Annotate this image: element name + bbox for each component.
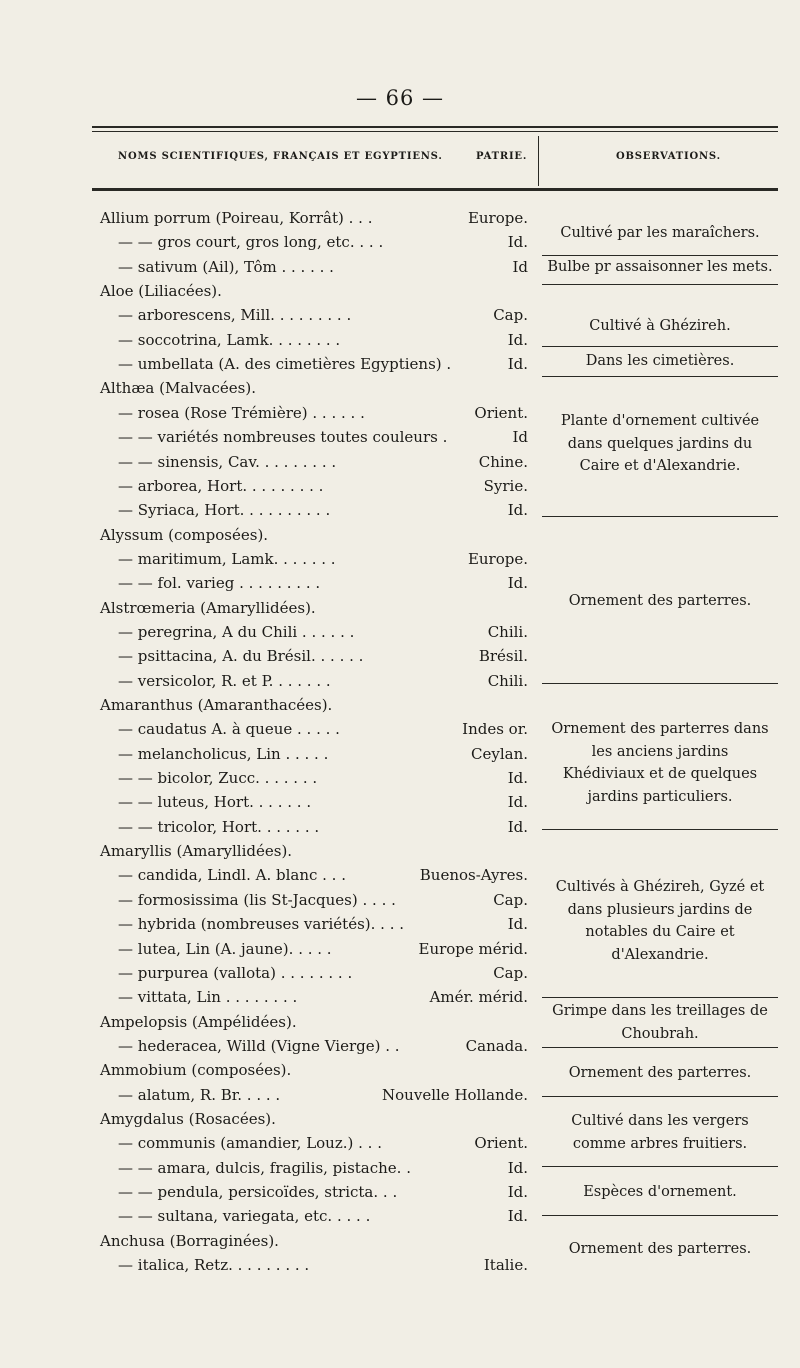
entry-name: — hybrida (nombreuses variétés). . . . [118, 915, 404, 934]
entry-name: — — fol. varieg . . . . . . . . . [118, 574, 321, 593]
table-row [100, 766, 530, 790]
entry-patrie: Syrie. [483, 476, 528, 495]
entry-patrie: Europe. [467, 209, 528, 227]
table-row [100, 352, 530, 376]
header-top-rule-thin [92, 131, 778, 132]
entry-patrie: Cap. [493, 890, 528, 909]
table-row [100, 230, 530, 254]
table-row [100, 815, 530, 839]
entry-name: — peregrina, A du Chili . . . . . . [118, 622, 355, 641]
obs-rule [542, 346, 778, 347]
entry-name: — — gros court, gros long, etc. . . . [118, 233, 384, 252]
table-row [100, 912, 530, 936]
table-row [100, 863, 530, 887]
entry-patrie: Canada. [465, 1036, 528, 1055]
entry-name: — arborea, Hort. . . . . . . . . [118, 476, 324, 495]
obs-rule [542, 1166, 778, 1167]
entry-name: — — sinensis, Cav. . . . . . . . . [118, 452, 337, 471]
entry-patrie: Id. [507, 330, 528, 349]
observation: Grimpe dans les treillages de Choubrah. [552, 1003, 768, 1042]
entry-patrie: Nouvelle Hollande. [382, 1085, 528, 1104]
entry-name: — hederacea, Willd (Vigne Vierge) . . [118, 1036, 400, 1055]
entry-name: — arborescens, Mill. . . . . . . . . [118, 306, 352, 325]
entry-patrie: Id. [507, 769, 528, 788]
header-top-rule [92, 126, 778, 128]
entry-patrie: Chili. [487, 622, 528, 641]
entry-name: — purpurea (vallota) . . . . . . . . [118, 963, 353, 982]
entry-name: — umbellata (A. des cimetières Egyptiens) . [118, 355, 452, 374]
observation: Cultivé à Ghézireh. [589, 318, 731, 334]
entry-name: Anchusa (Borraginées). [100, 1231, 279, 1250]
obs-rule [542, 516, 778, 517]
entry-patrie: Amér. mérid. [429, 988, 528, 1007]
table-row [100, 1107, 530, 1131]
table-row [100, 937, 530, 961]
observation: Cultivé dans les vergers comme arbres fruitiers. [571, 1113, 749, 1152]
table-row [100, 425, 530, 449]
table-row [100, 839, 530, 863]
entry-name: — — pendula, persicoïdes, stricta. . . [118, 1183, 398, 1201]
entry-patrie: Brésil. [478, 647, 528, 666]
entry-name: — — luteus, Hort. . . . . . . [118, 793, 312, 812]
table-row [100, 888, 530, 912]
entry-patrie: Europe. [467, 549, 528, 568]
entry-name: — Syriaca, Hort. . . . . . . . . . [118, 501, 331, 520]
observation: Ornement des parterres dans les anciens jardins Khédiviaux et de quelques jardins particuliers. [551, 721, 769, 805]
entry-name: Ampelopsis (Ampélidées). [100, 1012, 297, 1031]
table-row [100, 1083, 530, 1107]
table-row [100, 1034, 530, 1058]
entry-patrie: Ceylan. [471, 744, 528, 763]
entry-name: Allium porrum (Poireau, Korrât) . . . [100, 209, 373, 227]
entry-name: Althæa (Malvacées). [100, 379, 256, 398]
obs-rule [542, 1215, 778, 1216]
observation: Cultivé par les maraîchers. [560, 225, 760, 241]
header-column-divider [538, 136, 539, 186]
observation: Cultivés à Ghézireh, Gyzé et dans plusieurs jardins de notables du Caire et d'Alexandrie. [555, 879, 765, 963]
entry-name: Amaryllis (Amaryllidées). [100, 842, 293, 861]
entry-patrie: Id. [507, 1183, 528, 1201]
table-row [100, 279, 530, 303]
entry-name: — rosea (Rose Trémière) . . . . . . [118, 403, 365, 422]
table-row [100, 1229, 530, 1253]
entry-name: Amygdalus (Rosacées). [100, 1109, 276, 1128]
entry-name: — — sultana, variegata, etc. . . . . [118, 1207, 371, 1226]
table-row [100, 523, 530, 547]
entry-patrie: Id [512, 257, 528, 276]
table-row [100, 693, 530, 717]
entry-patrie: Id. [507, 501, 528, 520]
entry-name: — soccotrina, Lamk. . . . . . . . [118, 330, 341, 349]
table-row [100, 1058, 530, 1082]
header-names: NOMS SCIENTIFIQUES, FRANÇAIS ET EGYPTIENS. [118, 151, 443, 162]
entry-name: — candida, Lindl. A. blanc . . . [118, 866, 346, 885]
table-row [100, 498, 530, 522]
entry-name: — — amara, dulcis, fragilis, pistache. . [118, 1158, 411, 1177]
obs-rule [542, 829, 778, 830]
entry-patrie: Cap. [493, 963, 528, 982]
entry-name: — caudatus A. à queue . . . . . [118, 720, 340, 739]
observation: Ornement des parterres. [568, 593, 752, 609]
header-patrie: PATRIE. [476, 151, 528, 162]
entry-patrie: Id. [507, 233, 528, 252]
observation: Ornement des parterres. [568, 1241, 752, 1257]
entry-name: — — tricolor, Hort. . . . . . . [118, 817, 320, 836]
entry-name: Aloe (Liliacées). [100, 282, 222, 301]
entry-patrie: Id. [507, 793, 528, 812]
table-row [100, 206, 530, 230]
entry-patrie: Orient. [474, 1134, 528, 1153]
observation: Bulbe pr assaisonner les mets. [547, 259, 773, 275]
entry-patrie: Buenos-Ayres. [419, 866, 528, 885]
table-row [100, 742, 530, 766]
table-row [100, 1131, 530, 1155]
entry-patrie: Id. [507, 915, 528, 934]
table-row [100, 961, 530, 985]
entry-name: — psittacina, A. du Brésil. . . . . . [118, 647, 364, 666]
entry-name: Amaranthus (Amaranthacées). [100, 696, 333, 714]
entry-patrie: Europe mérid. [418, 939, 528, 958]
table-row [100, 1180, 530, 1204]
table-row [100, 474, 530, 498]
header-bottom-rule [92, 188, 778, 191]
entry-name: — sativum (Ail), Tôm . . . . . . [118, 257, 334, 276]
entry-name: Ammobium (composées). [100, 1061, 292, 1080]
entry-name: Alyssum (composées). [100, 525, 269, 544]
table-row [100, 596, 530, 620]
table-row [100, 571, 530, 595]
entry-patrie: Id. [507, 355, 528, 374]
table-row [100, 1204, 530, 1228]
entry-patrie: Id [512, 428, 528, 447]
entry-patrie: Id. [507, 1207, 528, 1226]
obs-rule [542, 376, 778, 377]
header-observations: OBSERVATIONS. [616, 151, 721, 162]
table-row [100, 1010, 530, 1034]
table-row [100, 1253, 530, 1277]
entry-name: — italica, Retz. . . . . . . . . [118, 1256, 310, 1275]
entry-name: — formosissima (lis St-Jacques) . . . . [118, 890, 396, 909]
entry-name: — melancholicus, Lin . . . . . [118, 744, 329, 763]
obs-rule [542, 683, 778, 684]
entry-name: — vittata, Lin . . . . . . . . [118, 988, 298, 1007]
table-row [100, 376, 530, 400]
entry-name: — — variétés nombreuses toutes couleurs . [118, 428, 448, 447]
table-row [100, 255, 530, 279]
obs-rule [542, 997, 778, 998]
entry-name: — maritimum, Lamk. . . . . . . [118, 549, 336, 568]
entry-patrie: Id. [507, 574, 528, 593]
entry-name: — — bicolor, Zucc. . . . . . . [118, 769, 318, 788]
entry-patrie: Cap. [493, 306, 528, 325]
table-row [100, 328, 530, 352]
obs-rule [542, 1096, 778, 1097]
entry-patrie: Orient. [474, 403, 528, 422]
table-row [100, 620, 530, 644]
entry-name: — communis (amandier, Louz.) . . . [118, 1134, 382, 1153]
table-row [100, 450, 530, 474]
table-row [100, 790, 530, 814]
entry-patrie: Id. [507, 1158, 528, 1177]
observation: Plante d'ornement cultivée dans quelques jardins du Caire et d'Alexandrie. [560, 413, 760, 474]
entry-name: — lutea, Lin (A. jaune). . . . . [118, 939, 332, 958]
table-row [100, 1156, 530, 1180]
entry-patrie: Chili. [487, 671, 528, 690]
entry-patrie: Id. [507, 817, 528, 836]
entry-patrie: Indes or. [462, 720, 528, 739]
entry-patrie: Chine. [478, 452, 528, 471]
entry-name: — versicolor, R. et P. . . . . . . [118, 671, 331, 690]
entry-name: Alstrœmeria (Amaryllidées). [100, 598, 316, 617]
obs-rule [542, 284, 778, 285]
table-row [100, 985, 530, 1009]
page-number: — 66 — [355, 86, 445, 110]
observation: Espèces d'ornement. [583, 1184, 737, 1200]
table-row [100, 669, 530, 693]
table-row [100, 401, 530, 425]
entry-patrie: Italie. [483, 1256, 528, 1275]
table-row [100, 717, 530, 741]
observation: Dans les cimetières. [585, 353, 735, 369]
table-row [100, 303, 530, 327]
entry-name: — alatum, R. Br. . . . . [118, 1085, 281, 1104]
observation: Ornement des parterres. [568, 1065, 752, 1081]
table-row [100, 547, 530, 571]
table-row [100, 644, 530, 668]
obs-rule [542, 1047, 778, 1048]
